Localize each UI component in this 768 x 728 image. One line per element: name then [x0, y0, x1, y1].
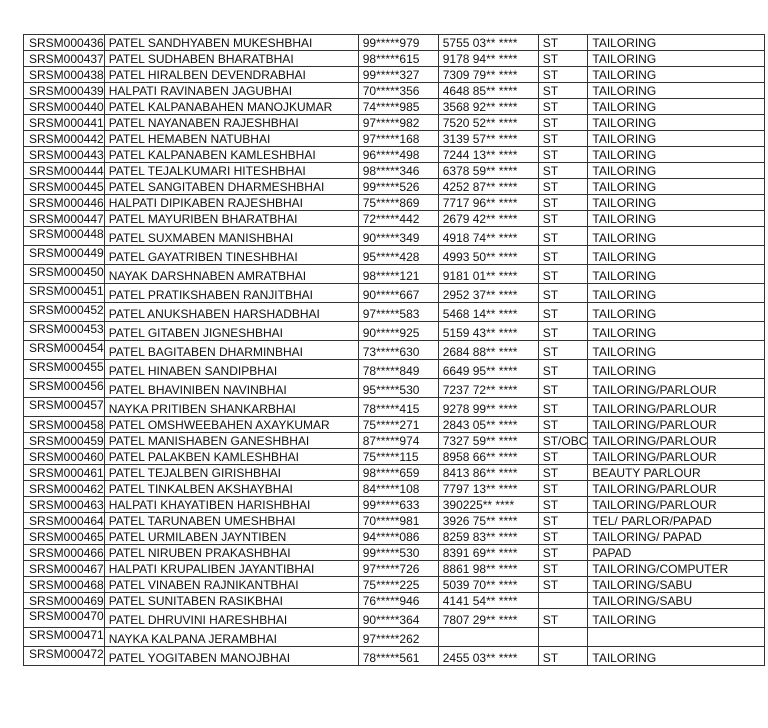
cell-category: ST [538, 115, 588, 131]
table-row [24, 322, 765, 341]
cell-name: PATEL VINABEN RAJNIKANTBHAI [104, 577, 358, 593]
cell-name: PATEL HIRALBEN DEVENDRABHAI [104, 67, 358, 83]
cell-name: PATEL PALAKBEN KAMLESHBHAI [104, 449, 358, 465]
cell-phone: 96*****498 [358, 147, 438, 163]
table-row [24, 341, 765, 360]
cell-category: ST [538, 465, 588, 481]
table-row [24, 83, 765, 99]
cell-category: ST [538, 227, 588, 246]
cell-trade: TAILORING [588, 99, 765, 115]
cell-category [538, 628, 588, 647]
cell-account: 7237 72** **** [438, 379, 538, 398]
cell-category: ST [538, 246, 588, 265]
cell-id: SRSM000463 [24, 497, 105, 513]
cell-trade: TAILORING [588, 647, 765, 666]
cell-phone: 94*****086 [358, 529, 438, 545]
table-row [24, 67, 765, 83]
cell-trade: TAILORING [588, 303, 765, 322]
cell-trade: TAILORING [588, 609, 765, 628]
cell-category: ST [538, 163, 588, 179]
cell-trade: TAILORING [588, 179, 765, 195]
cell-name: PATEL SANGITABEN DHARMESHBHAI [104, 179, 358, 195]
cell-account: 7797 13** **** [438, 481, 538, 497]
cell-id: SRSM000438 [24, 67, 105, 83]
cell-name: HALPATI KHAYATIBEN HARISHBHAI [104, 497, 358, 513]
table-row [24, 481, 765, 497]
cell-trade: TAILORING/COMPUTER [588, 561, 765, 577]
cell-category: ST [538, 322, 588, 341]
cell-account: 2684 88** **** [438, 341, 538, 360]
table-row [24, 593, 765, 609]
cell-name: NAYKA KALPANA JERAMBHAI [104, 628, 358, 647]
cell-account: 8413 86** **** [438, 465, 538, 481]
cell-phone: 75*****271 [358, 417, 438, 433]
table-row [24, 647, 765, 666]
cell-name: PATEL TEJALKUMARI HITESHBHAI [104, 163, 358, 179]
table-row [24, 227, 765, 246]
cell-id: SRSM000472 [24, 647, 105, 666]
cell-id: SRSM000458 [24, 417, 105, 433]
cell-name: PATEL URMILABEN JAYNTIBEN [104, 529, 358, 545]
cell-id: SRSM000452 [24, 303, 105, 322]
cell-name: PATEL SANDHYABEN MUKESHBHAI [104, 35, 358, 51]
table-row [24, 99, 765, 115]
cell-phone: 75*****115 [358, 449, 438, 465]
cell-trade: TAILORING/SABU [588, 593, 765, 609]
cell-id: SRSM000445 [24, 179, 105, 195]
cell-category: ST [538, 360, 588, 379]
cell-account: 2952 37** **** [438, 284, 538, 303]
cell-category: ST [538, 341, 588, 360]
cell-category: ST [538, 147, 588, 163]
cell-category: ST [538, 561, 588, 577]
cell-name: PATEL SUNITABEN RASIKBHAI [104, 593, 358, 609]
table-row [24, 609, 765, 628]
cell-phone: 73*****630 [358, 341, 438, 360]
cell-id: SRSM000457 [24, 398, 105, 417]
cell-name: PATEL SUDHABEN BHARATBHAI [104, 51, 358, 67]
table-row [24, 577, 765, 593]
table-row [24, 265, 765, 284]
table-row [24, 628, 765, 647]
cell-account: 3568 92** **** [438, 99, 538, 115]
table-row [24, 513, 765, 529]
cell-name: PATEL MAYURIBEN BHARATBHAI [104, 211, 358, 227]
cell-id: SRSM000449 [24, 246, 105, 265]
cell-trade: TAILORING [588, 35, 765, 51]
cell-trade: TAILORING/PARLOUR [588, 417, 765, 433]
cell-category: ST [538, 497, 588, 513]
table-row [24, 449, 765, 465]
cell-name: PATEL BAGITABEN DHARMINBHAI [104, 341, 358, 360]
table-row [24, 303, 765, 322]
cell-id: SRSM000469 [24, 593, 105, 609]
cell-phone: 99*****633 [358, 497, 438, 513]
cell-trade: TAILORING/PARLOUR [588, 433, 765, 449]
cell-category: ST [538, 449, 588, 465]
cell-phone: 90*****349 [358, 227, 438, 246]
cell-phone: 76*****946 [358, 593, 438, 609]
cell-account: 8861 98** **** [438, 561, 538, 577]
cell-phone: 70*****356 [358, 83, 438, 99]
cell-account: 2679 42** **** [438, 211, 538, 227]
cell-account: 5468 14** **** [438, 303, 538, 322]
cell-category: ST [538, 417, 588, 433]
cell-trade: PAPAD [588, 545, 765, 561]
table-row [24, 417, 765, 433]
table-row [24, 51, 765, 67]
cell-category: ST [538, 398, 588, 417]
cell-trade: TAILORING/PARLOUR [588, 497, 765, 513]
cell-name: NAYKA PRITIBEN SHANKARBHAI [104, 398, 358, 417]
cell-account: 7807 29** **** [438, 609, 538, 628]
cell-account: 9278 99** **** [438, 398, 538, 417]
cell-id: SRSM000440 [24, 99, 105, 115]
cell-phone: 99*****526 [358, 179, 438, 195]
cell-category: ST [538, 35, 588, 51]
cell-account: 2455 03** **** [438, 647, 538, 666]
cell-name: PATEL DHRUVINI HARESHBHAI [104, 609, 358, 628]
cell-name: PATEL NIRUBEN PRAKASHBHAI [104, 545, 358, 561]
table-row [24, 163, 765, 179]
cell-name: HALPATI RAVINABEN JAGUBHAI [104, 83, 358, 99]
cell-category: ST [538, 284, 588, 303]
cell-trade: TEL/ PARLOR/PAPAD [588, 513, 765, 529]
cell-phone: 99*****979 [358, 35, 438, 51]
cell-account: 8391 69** **** [438, 545, 538, 561]
cell-phone: 98*****659 [358, 465, 438, 481]
cell-phone: 98*****121 [358, 265, 438, 284]
cell-id: SRSM000443 [24, 147, 105, 163]
cell-category: ST [538, 211, 588, 227]
table-row [24, 147, 765, 163]
cell-category: ST [538, 265, 588, 284]
cell-name: PATEL BHAVINIBEN NAVINBHAI [104, 379, 358, 398]
cell-name: PATEL NAYANABEN RAJESHBHAI [104, 115, 358, 131]
table-row [24, 465, 765, 481]
cell-account: 7520 52** **** [438, 115, 538, 131]
cell-category: ST [538, 545, 588, 561]
cell-account: 6378 59** **** [438, 163, 538, 179]
cell-id: SRSM000451 [24, 284, 105, 303]
cell-account: 3926 75** **** [438, 513, 538, 529]
cell-phone: 97*****168 [358, 131, 438, 147]
cell-account: 9178 94** **** [438, 51, 538, 67]
cell-category: ST [538, 529, 588, 545]
cell-category: ST [538, 577, 588, 593]
cell-id: SRSM000470 [24, 609, 105, 628]
cell-category: ST [538, 481, 588, 497]
cell-phone: 84*****108 [358, 481, 438, 497]
cell-name: PATEL HEMABEN NATUBHAI [104, 131, 358, 147]
cell-trade: TAILORING [588, 265, 765, 284]
cell-phone: 78*****561 [358, 647, 438, 666]
cell-id: SRSM000436 [24, 35, 105, 51]
table-row [24, 131, 765, 147]
cell-trade: TAILORING [588, 147, 765, 163]
cell-phone: 90*****364 [358, 609, 438, 628]
cell-name: PATEL KALPANABAHEN MANOJKUMAR [104, 99, 358, 115]
cell-id: SRSM000468 [24, 577, 105, 593]
cell-id: SRSM000444 [24, 163, 105, 179]
cell-phone: 98*****615 [358, 51, 438, 67]
cell-trade: BEAUTY PARLOUR [588, 465, 765, 481]
cell-name: PATEL TINKALBEN AKSHAYBHAI [104, 481, 358, 497]
cell-trade: TAILORING [588, 195, 765, 211]
cell-id: SRSM000465 [24, 529, 105, 545]
cell-trade: TAILORING [588, 163, 765, 179]
cell-account: 2843 05** **** [438, 417, 538, 433]
cell-id: SRSM000460 [24, 449, 105, 465]
cell-id: SRSM000448 [24, 227, 105, 246]
cell-phone: 97*****262 [358, 628, 438, 647]
cell-account: 4918 74** **** [438, 227, 538, 246]
cell-phone: 95*****428 [358, 246, 438, 265]
cell-account: 4993 50** **** [438, 246, 538, 265]
cell-account: 9181 01** **** [438, 265, 538, 284]
cell-phone: 87*****974 [358, 433, 438, 449]
cell-name: HALPATI DIPIKABEN RAJESHBHAI [104, 195, 358, 211]
cell-name: PATEL GAYATRIBEN TINESHBHAI [104, 246, 358, 265]
cell-phone: 75*****869 [358, 195, 438, 211]
cell-account: 7717 96** **** [438, 195, 538, 211]
cell-account: 4252 87** **** [438, 179, 538, 195]
cell-phone: 95*****530 [358, 379, 438, 398]
cell-name: PATEL OMSHWEEBAHEN AXAYKUMAR [104, 417, 358, 433]
cell-id: SRSM000467 [24, 561, 105, 577]
cell-account [438, 628, 538, 647]
table-row [24, 561, 765, 577]
cell-phone: 90*****925 [358, 322, 438, 341]
cell-trade: TAILORING/SABU [588, 577, 765, 593]
cell-id: SRSM000447 [24, 211, 105, 227]
cell-name: PATEL PRATIKSHABEN RANJITBHAI [104, 284, 358, 303]
cell-trade: TAILORING/PARLOUR [588, 449, 765, 465]
cell-phone: 97*****583 [358, 303, 438, 322]
cell-name: HALPATI KRUPALIBEN JAYANTIBHAI [104, 561, 358, 577]
cell-trade: TAILORING [588, 51, 765, 67]
cell-name: PATEL HINABEN SANDIPBHAI [104, 360, 358, 379]
cell-account: 5159 43** **** [438, 322, 538, 341]
cell-trade: TAILORING [588, 67, 765, 83]
cell-category: ST [538, 379, 588, 398]
cell-phone: 74*****985 [358, 99, 438, 115]
cell-id: SRSM000461 [24, 465, 105, 481]
cell-trade [588, 628, 765, 647]
cell-name: PATEL GITABEN JIGNESHBHAI [104, 322, 358, 341]
cell-id: SRSM000450 [24, 265, 105, 284]
table-row [24, 35, 765, 51]
cell-account: 4648 85** **** [438, 83, 538, 99]
cell-id: SRSM000446 [24, 195, 105, 211]
cell-phone: 78*****849 [358, 360, 438, 379]
cell-id: SRSM000442 [24, 131, 105, 147]
cell-trade: TAILORING [588, 246, 765, 265]
cell-category: ST [538, 83, 588, 99]
cell-phone: 72*****442 [358, 211, 438, 227]
cell-category: ST [538, 51, 588, 67]
cell-trade: TAILORING [588, 131, 765, 147]
cell-id: SRSM000462 [24, 481, 105, 497]
cell-trade: TAILORING/ PAPAD [588, 529, 765, 545]
cell-category: ST [538, 513, 588, 529]
cell-trade: TAILORING [588, 284, 765, 303]
cell-name: PATEL MANISHABEN GANESHBHAI [104, 433, 358, 449]
cell-id: SRSM000437 [24, 51, 105, 67]
beneficiary-table [23, 34, 765, 666]
table-row [24, 379, 765, 398]
cell-id: SRSM000456 [24, 379, 105, 398]
cell-id: SRSM000455 [24, 360, 105, 379]
cell-account: 4141 54** **** [438, 593, 538, 609]
cell-category: ST [538, 303, 588, 322]
cell-trade: TAILORING [588, 83, 765, 99]
cell-category: ST [538, 647, 588, 666]
cell-name: PATEL SUXMABEN MANISHBHAI [104, 227, 358, 246]
cell-trade: TAILORING/PARLOUR [588, 398, 765, 417]
cell-category [538, 593, 588, 609]
table-row [24, 115, 765, 131]
cell-name: PATEL YOGITABEN MANOJBHAI [104, 647, 358, 666]
cell-phone: 99*****327 [358, 67, 438, 83]
cell-account: 8259 83** **** [438, 529, 538, 545]
cell-trade: TAILORING [588, 360, 765, 379]
cell-id: SRSM000466 [24, 545, 105, 561]
cell-category: ST [538, 609, 588, 628]
cell-name: PATEL TARUNABEN UMESHBHAI [104, 513, 358, 529]
cell-account: 7327 59** **** [438, 433, 538, 449]
cell-phone: 90*****667 [358, 284, 438, 303]
cell-category: ST [538, 67, 588, 83]
cell-category: ST [538, 195, 588, 211]
cell-trade: TAILORING/PARLOUR [588, 379, 765, 398]
table-row [24, 211, 765, 227]
cell-id: SRSM000454 [24, 341, 105, 360]
cell-account: 7244 13** **** [438, 147, 538, 163]
cell-name: PATEL TEJALBEN GIRISHBHAI [104, 465, 358, 481]
cell-category: ST [538, 179, 588, 195]
cell-trade: TAILORING [588, 227, 765, 246]
table-row [24, 360, 765, 379]
cell-category: ST [538, 131, 588, 147]
cell-phone: 98*****346 [358, 163, 438, 179]
table-row [24, 246, 765, 265]
cell-trade: TAILORING [588, 115, 765, 131]
table-row [24, 433, 765, 449]
cell-account: 390225** **** [438, 497, 538, 513]
cell-phone: 78*****415 [358, 398, 438, 417]
table-row [24, 195, 765, 211]
cell-account: 3139 57** **** [438, 131, 538, 147]
cell-account: 8958 66** **** [438, 449, 538, 465]
cell-trade: TAILORING [588, 211, 765, 227]
cell-id: SRSM000464 [24, 513, 105, 529]
cell-phone: 75*****225 [358, 577, 438, 593]
cell-id: SRSM000471 [24, 628, 105, 647]
cell-name: NAYAK DARSHNABEN AMRATBHAI [104, 265, 358, 284]
cell-name: PATEL ANUKSHABEN HARSHADBHAI [104, 303, 358, 322]
table-body [24, 35, 765, 666]
cell-trade: TAILORING [588, 322, 765, 341]
table-row [24, 284, 765, 303]
cell-phone: 97*****726 [358, 561, 438, 577]
table-row [24, 529, 765, 545]
table-row [24, 497, 765, 513]
table-row [24, 398, 765, 417]
cell-phone: 70*****981 [358, 513, 438, 529]
cell-category: ST/OBC [538, 433, 588, 449]
cell-account: 6649 95** **** [438, 360, 538, 379]
cell-id: SRSM000439 [24, 83, 105, 99]
cell-name: PATEL KALPANABEN KAMLESHBHAI [104, 147, 358, 163]
table-row [24, 179, 765, 195]
table-row [24, 545, 765, 561]
cell-id: SRSM000453 [24, 322, 105, 341]
cell-phone: 97*****982 [358, 115, 438, 131]
cell-id: SRSM000441 [24, 115, 105, 131]
cell-account: 7309 79** **** [438, 67, 538, 83]
cell-category: ST [538, 99, 588, 115]
cell-account: 5755 03** **** [438, 35, 538, 51]
cell-trade: TAILORING [588, 341, 765, 360]
cell-id: SRSM000459 [24, 433, 105, 449]
cell-phone: 99*****530 [358, 545, 438, 561]
cell-trade: TAILORING/PARLOUR [588, 481, 765, 497]
cell-account: 5039 70** **** [438, 577, 538, 593]
